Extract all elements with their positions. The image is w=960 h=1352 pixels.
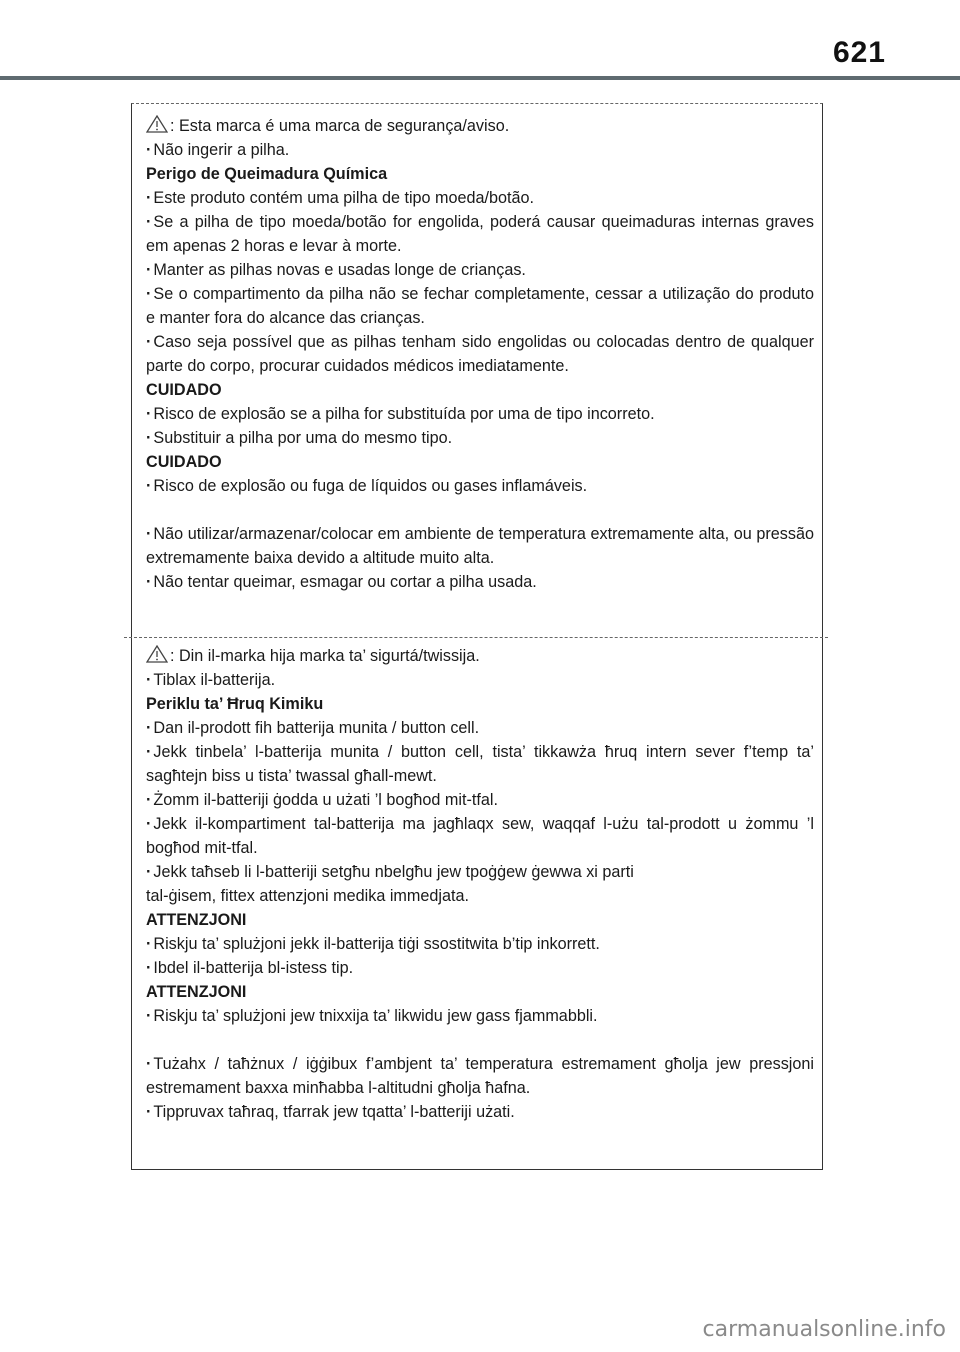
caution-heading: CUIDADO [146,381,222,399]
warning-triangle-icon [146,645,168,663]
bullet-text: · Żomm il-batteriji ġodda u użati ’l bogħod mit-tfal. [146,788,814,812]
bullet-text: · Substituir a pilha por uma do mesmo tipo. [146,426,814,450]
watermark: carmanualsonline.info [702,1317,946,1342]
battery-warning-box [131,103,823,1170]
bullet-text: · Não utilizar/armazenar/colocar em ambiente de temperatura extremamente alta, ou pressão extremamente baixa devido a altitude muito alta. [146,522,814,570]
bullet-text: · Risco de explosão ou fuga de líquidos ou gases inflamáveis. [146,474,814,498]
bullet-text: · Risco de explosão se a pilha for substituída por uma de tipo incorreto. [146,402,814,426]
bullet-text: · Caso seja possível que as pilhas tenham sido engolidas ou colocadas dentro de qualquer parte do corpo, procurar cuidados médicos imediatamente. [146,330,814,378]
bullet-text: · Jekk taħseb li l-batteriji setgħu nbelgħu jew tpoġġew ġewwa xi parti [146,860,814,884]
symbol-note-text: : Esta marca é uma marca de segurança/aviso. [170,117,510,135]
caution-heading: CUIDADO [146,453,222,471]
no-swallow-text: · Não ingerir a pilha. [146,138,814,162]
chemical-burn-heading: Perigo de Queimadura Química [146,165,388,183]
symbol-note [146,114,814,138]
page-number: 621 [832,36,886,69]
spacer [146,498,814,522]
bullet-text: · Manter as pilhas novas e usadas longe de crianças. [146,258,814,282]
section-divider [124,637,828,638]
symbol-note-text: : Din il-marka hija marka ta’ sigurtá/twissija. [170,647,480,665]
bullet-text: · Jekk tinbela’ l-batterija munita / button cell, tista’ tikkawża ħruq intern sever f’temp ta’ sagħtejn biss u tista’ twassal għall-mewt. [146,740,814,788]
no-swallow-text: · Tiblax il-batterija. [146,668,814,692]
bullet-text: · Ibdel il-batterija bl-istess tip. [146,956,814,980]
spacer [146,1028,814,1052]
maltese-section [146,644,814,1124]
bullet-text: · Não tentar queimar, esmagar ou cortar a pilha usada. [146,570,814,594]
caution-heading: ATTENZJONI [146,911,247,929]
header-rule [0,76,960,80]
bullet-text: · Se o compartimento da pilha não se fechar completamente, cessar a utilização do produto e manter fora do alcance das crianças. [146,282,814,330]
chemical-burn-heading: Periklu ta’ Ħruq Kimiku [146,695,324,713]
bullet-text: · Este produto contém uma pilha de tipo moeda/botão. [146,186,814,210]
bullet-text: · Riskju ta’ splużjoni jekk il-batterija tiġi ssostitwita b’tip inkorrett. [146,932,814,956]
warning-triangle-icon [146,115,168,133]
bullet-text: · Dan il-prodott fih batterija munita / button cell. [146,716,814,740]
bullet-text: · Se a pilha de tipo moeda/botão for engolida, poderá causar queimaduras internas graves em apenas 2 horas e levar à morte. [146,210,814,258]
bullet-text: · Jekk il-kompartiment tal-batterija ma jagħlaqx sew, waqqaf l-użu tal-prodott u żommu ’l bogħod mit-tfal. [146,812,814,860]
bullet-text: · Riskju ta’ splużjoni jew tnixxija ta’ likwidu jew gass fjammabbli. [146,1004,814,1028]
bullet-text: · Tippruvax taħraq, tfarrak jew tqatta’ l-batteriji użati. [146,1100,814,1124]
symbol-note [146,644,814,668]
caution-heading: ATTENZJONI [146,983,247,1001]
portuguese-section [146,114,814,594]
bullet-text-continued: tal-ġisem, fittex attenzjoni medika immedjata. [146,887,469,905]
bullet-text: · Tużahx / taħżnux / iġġibux f’ambjent ta’ temperatura estremament għolja jew pressjoni estremament baxxa minħabba l-altitudni għolja ħafna. [146,1052,814,1100]
